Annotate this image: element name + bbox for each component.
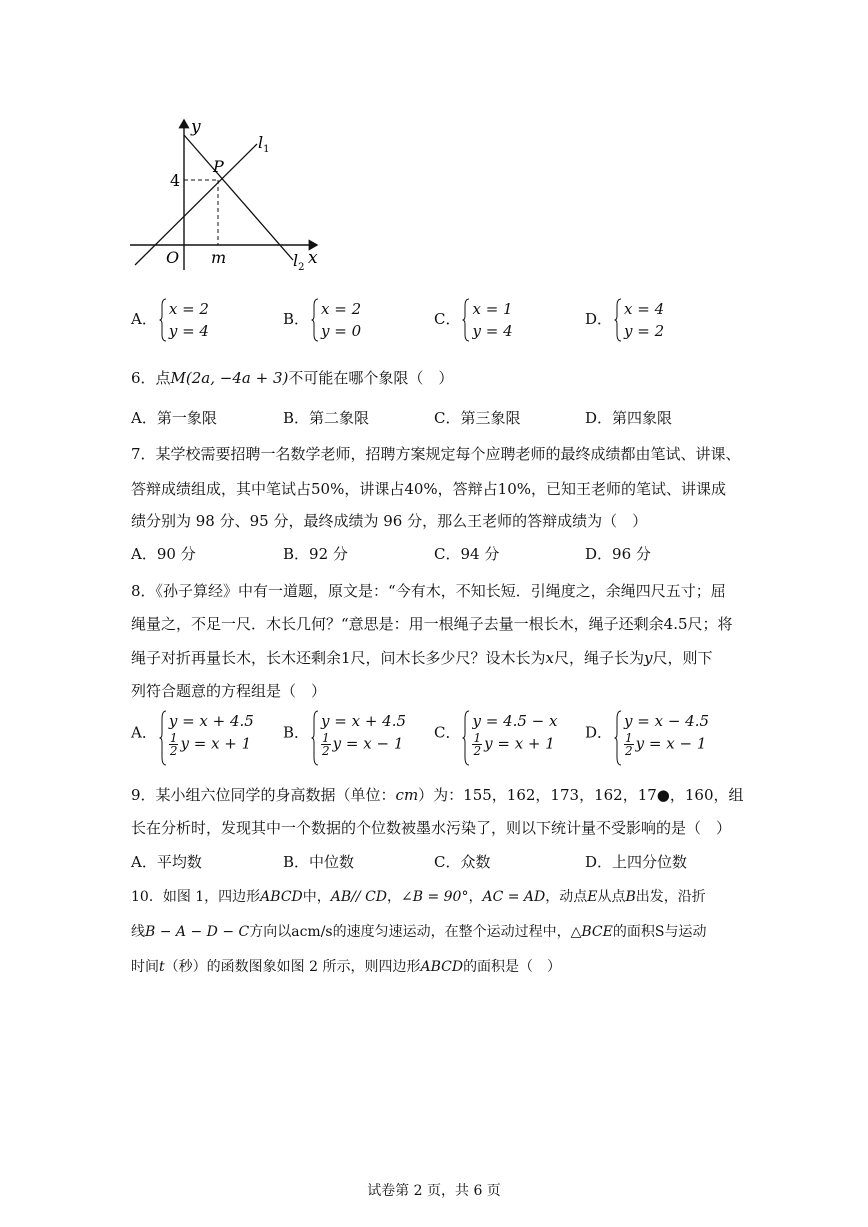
coordinate-figure bbox=[125, 110, 340, 280]
q8-line-4: 列符合题意的方程组是（ ） bbox=[131, 682, 327, 700]
point-p-label: P bbox=[213, 157, 224, 176]
y-tick-label: 4 bbox=[170, 171, 181, 190]
q7-option-b[interactable]: B．92 分 bbox=[283, 545, 348, 563]
q6-option-b[interactable]: B．第二象限 bbox=[283, 409, 370, 427]
page-footer: 试卷第 2 页，共 6 页 bbox=[367, 1183, 501, 1199]
q7-option-a[interactable]: A．90 分 bbox=[131, 545, 196, 563]
q9-option-b[interactable]: B．中位数 bbox=[283, 853, 355, 871]
q9-option-a[interactable]: A．平均数 bbox=[131, 853, 202, 871]
q10-line-1: 10．如图 1，四边形ABCD中，AB// CD，∠B = 90°，AC = AD，动点E从点B出发，沿折 bbox=[131, 889, 706, 905]
origin-label: O bbox=[166, 248, 180, 267]
q6-option-a[interactable]: A．第一象限 bbox=[131, 409, 217, 427]
q8-option-d[interactable]: D． y = x − 4.5 $\frac{1}{2}$ y = x − 1 bbox=[585, 710, 709, 757]
q7-line-1: 7．某学校需要招聘一名数学老师，招聘方案规定每个应聘老师的最终成绩都由笔试、讲课、 bbox=[131, 445, 741, 463]
q5-option-d[interactable]: D． x = 4 y = 2 bbox=[585, 300, 665, 340]
line-l2 bbox=[184, 135, 293, 260]
q8-line-1: 8．《孙子算经》中有一道题，原文是：“今有木，不知长短．引绳度之，余绳四尺五寸；屈 bbox=[131, 582, 726, 600]
l1-label: $l_1$ bbox=[258, 133, 270, 155]
q8-option-a[interactable]: A． y = x + 4.5 $\frac{1}{2}$ y = x + 1 bbox=[131, 710, 254, 757]
q8-option-b[interactable]: B． y = x + 4.5 $\frac{1}{2}$ y = x − 1 bbox=[283, 710, 406, 757]
q9-option-c[interactable]: C．众数 bbox=[434, 853, 491, 871]
y-axis-label: y bbox=[191, 117, 201, 137]
q5-option-c[interactable]: C． x = 1 y = 4 bbox=[434, 300, 513, 340]
q5-option-a[interactable]: A． x = 2 y = 4 bbox=[131, 300, 209, 340]
q8-line-2: 绳量之，不足一尺．木长几何？“意思是：用一根绳子去量一根长木，绳子还剩余4.5尺；将 bbox=[131, 615, 733, 633]
q7-line-2: 答辩成绩组成，其中笔试占50%，讲课占40%，答辩占10%，已知王老师的笔试、讲课成 bbox=[131, 480, 727, 498]
q8-line-3: 绳子对折再量长木，长木还剩余1尺，问木长多少尺？设木长为x尺，绳子长为y尺，则下 bbox=[131, 649, 713, 667]
line-l1 bbox=[135, 144, 257, 265]
q9-line-2: 长在分析时，发现其中一个数据的个位数被墨水污染了，则以下统计量不受影响的是（ ） bbox=[131, 819, 732, 837]
q10-line-3: 时间t（秒）的函数图象如图 2 所示，则四边形ABCD的面积是（ ） bbox=[131, 959, 562, 975]
q6-stem: 6．点M(2a, −4a + 3)不可能在哪个象限（ ） bbox=[131, 369, 454, 387]
q6-option-d[interactable]: D．第四象限 bbox=[585, 409, 673, 427]
l2-label: $l_2$ bbox=[293, 251, 305, 273]
q7-line-3: 绩分别为 98 分、95 分，最终成绩为 96 分，那么王老师的答辩成绩为（ ） bbox=[131, 512, 648, 530]
q9-line-1: 9．某小组六位同学的身高数据（单位：cm）为：155，162，173，162，17●，160，组 bbox=[131, 786, 744, 804]
q7-option-d[interactable]: D．96 分 bbox=[585, 545, 651, 563]
q9-option-d[interactable]: D．上四分位数 bbox=[585, 853, 688, 871]
q10-line-2: 线B − A − D − C方向以acm/s的速度匀速运动，在整个运动过程中，△BCE的面积S与运动 bbox=[131, 924, 707, 940]
q5-option-b[interactable]: B． x = 2 y = 0 bbox=[283, 300, 362, 340]
q8-option-c[interactable]: C． y = 4.5 − x $\frac{1}{2}$ y = x + 1 bbox=[434, 710, 557, 757]
x-axis-label: x bbox=[308, 248, 318, 268]
x-tick-label: m bbox=[211, 248, 227, 267]
q6-option-c[interactable]: C．第三象限 bbox=[434, 409, 521, 427]
q7-option-c[interactable]: C．94 分 bbox=[434, 545, 500, 563]
